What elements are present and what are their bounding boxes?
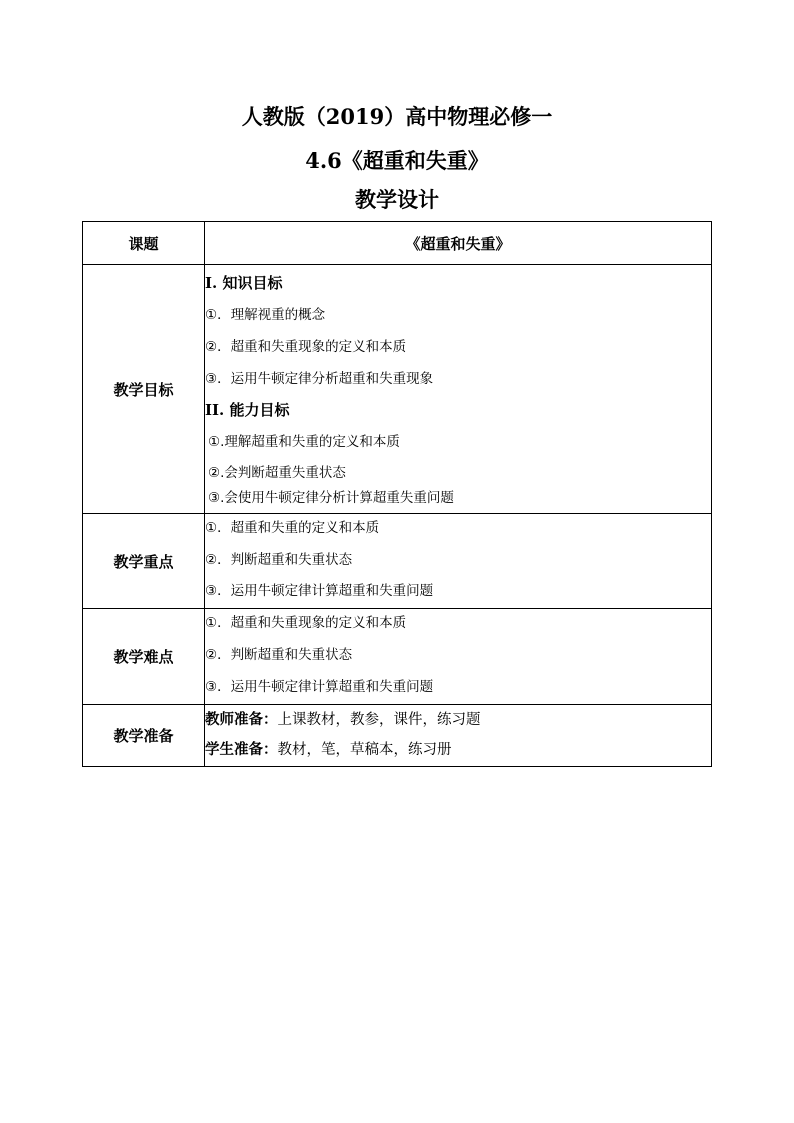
row-difficult-points: [83, 609, 712, 705]
document-title-line3: 教学设计: [355, 187, 439, 212]
difficult-points-label: 教学难点: [83, 609, 205, 705]
lesson-plan-table: [82, 221, 712, 767]
topic-value: 《超重和失重》: [205, 222, 712, 265]
ability-item: ①.理解超重和失重的定义和本质: [208, 434, 400, 450]
objectives-label: 教学目标: [83, 265, 205, 514]
student-preparation: [205, 736, 711, 766]
row-topic: [83, 222, 712, 265]
difficult-point-item: ③．运用牛顿定律计算超重和失重问题: [205, 678, 434, 695]
teacher-preparation: [205, 706, 711, 736]
difficult-point-item: ①．超重和失重现象的定义和本质: [205, 614, 407, 631]
student-preparation-label: 学生准备：: [205, 741, 278, 758]
document-title-line1: 人教版（2019）高中物理必修一: [241, 104, 553, 129]
ability-heading: II. 能力目标: [205, 401, 290, 419]
knowledge-item: ③．运用牛顿定律分析超重和失重现象: [205, 371, 434, 387]
preparation-label: 教学准备: [83, 705, 205, 767]
key-points-label: 教学重点: [83, 514, 205, 609]
row-preparation: [83, 705, 712, 767]
ability-item: ③.会使用牛顿定律分析计算超重失重问题: [208, 490, 454, 506]
knowledge-item: ①．理解视重的概念: [205, 307, 326, 323]
objectives-content: [205, 265, 712, 514]
topic-label: 课题: [83, 222, 205, 265]
document-title-line2: 4.6《超重和失重》: [305, 148, 489, 173]
student-preparation-value: 教材，笔，草稿本，练习册: [277, 741, 452, 758]
key-points-content: [205, 514, 712, 609]
teacher-preparation-label: 教师准备：: [205, 711, 278, 728]
knowledge-item: ②．超重和失重现象的定义和本质: [205, 339, 407, 355]
preparation-content: [205, 705, 712, 767]
row-objectives: [83, 265, 712, 514]
key-point-item: ①．超重和失重的定义和本质: [205, 519, 380, 536]
key-point-item: ③．运用牛顿定律计算超重和失重问题: [205, 582, 434, 599]
difficult-point-item: ②．判断超重和失重状态: [205, 646, 353, 663]
teacher-preparation-value: 上课教材，教参，课件，练习题: [277, 711, 481, 728]
key-point-item: ②．判断超重和失重状态: [205, 551, 353, 568]
row-key-points: [83, 514, 712, 609]
knowledge-heading: I. 知识目标: [205, 274, 283, 292]
difficult-points-content: [205, 609, 712, 705]
ability-item: ②.会判断超重失重状态: [208, 465, 346, 481]
